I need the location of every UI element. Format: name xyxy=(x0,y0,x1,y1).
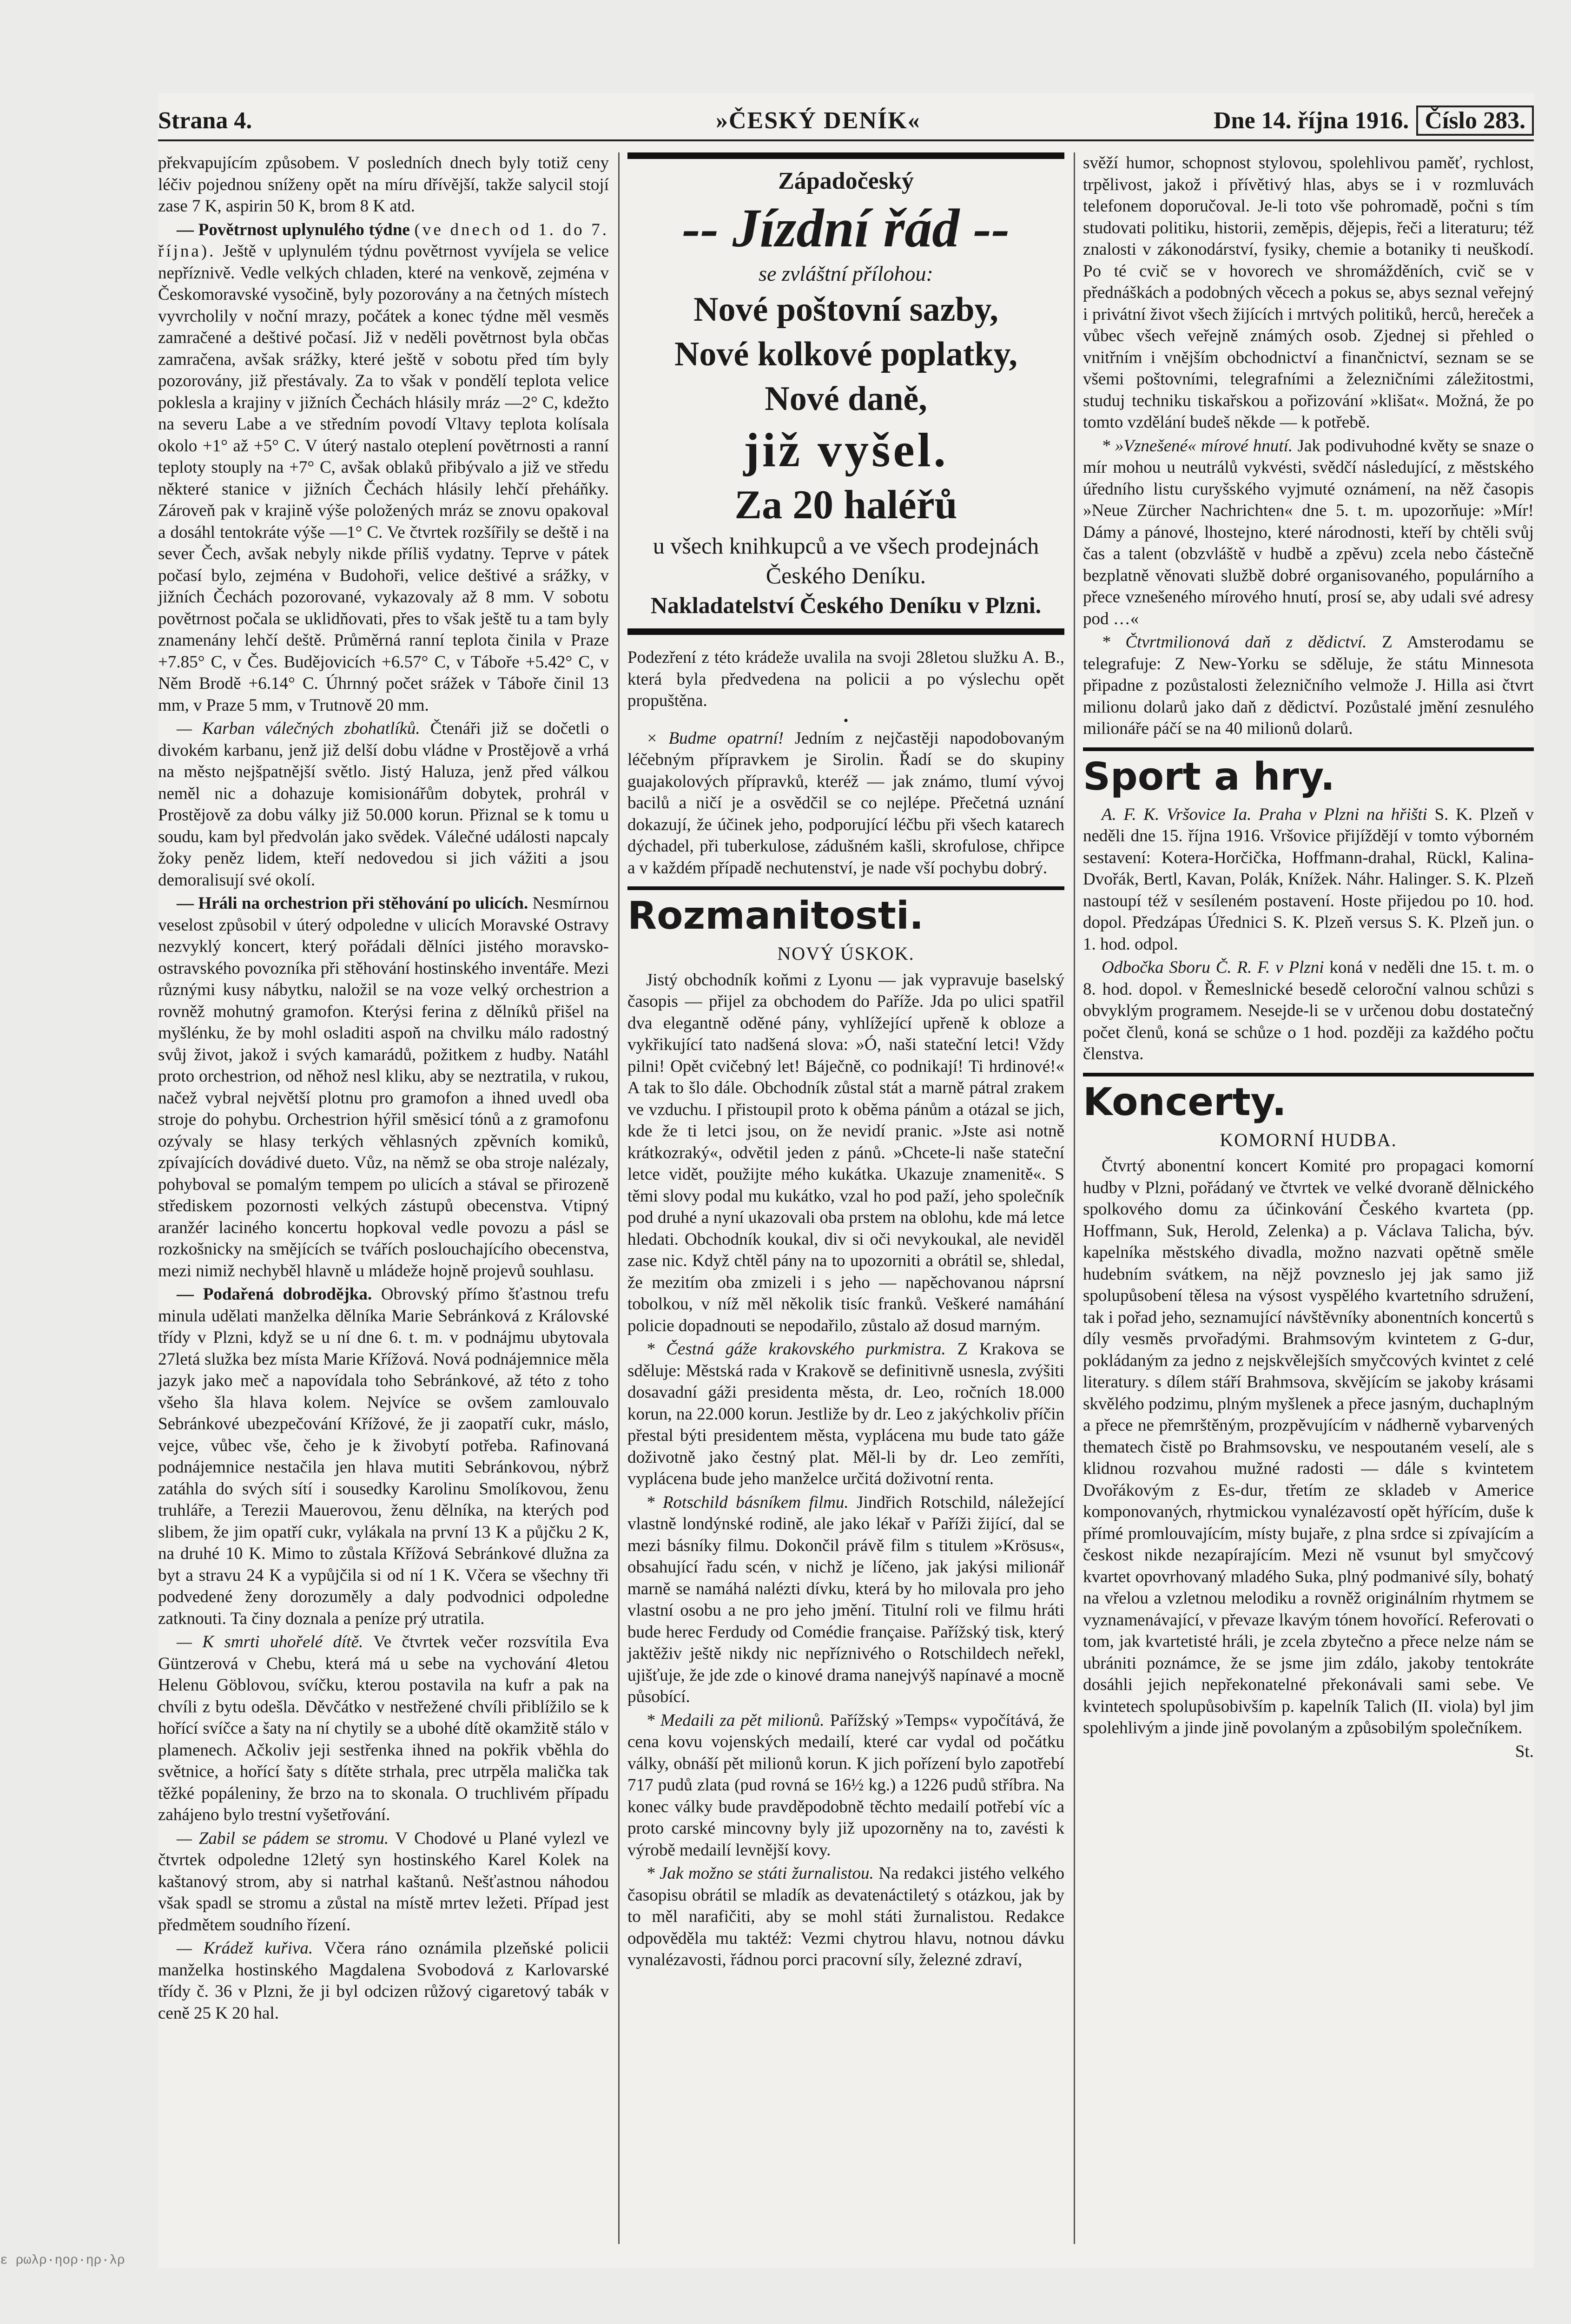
article-heading: * »Vznešené« mírové hnutí. xyxy=(1102,436,1293,456)
article-body: Na redakci jistého velkého časopisu obrátil se mladík as devatenáctiletý s otázkou, jak by to měl narafičiti, aby se mohl státi žurnalistou. Redakce odpověděla mu taktéž: Vezmi chytrou hlavu, notnou dávku vynalézavosti, řádnou porci pracovní síly, železné zdraví, xyxy=(627,1864,1065,1969)
ad-line: již vyšel. xyxy=(743,423,949,477)
article-body: Jak podivuhodné květy se snaze o mír mohou u neutrálů vykvésti, svědčí následující, z městského úředního listu curyšského vyjmuté oznámení, na něž časopis »Neue Zürcher Nachrichten« dne 5. t. m. upozorňuje: »Mír! Dámy a pánové, lhostejno, které národnosti, kteří by chtěli svůj čas a talent (obzvláště v hudbě a zpěvu) zcela nebo částečně bezplatně věnovati službě dobré organisovaného, populárního a přece vznešeného mírového hnutí, prosí se, aby udali své adresy pod …« xyxy=(1083,436,1534,628)
article-body: Včera ráno oznámila plzeňské policii manželka hostinského Magdalena Svobodová z Karlovarské třídy č. 36 v Plzni, že ji byl odcizen růžový cigaretový tabák v ceně 25 K 20 hal. xyxy=(158,1939,609,2023)
article-dobrodejka xyxy=(158,1284,609,1630)
article-rotschild xyxy=(627,1492,1064,1708)
ad-line: Nové kolkové poplatky, xyxy=(674,335,1018,373)
ad-line: Nové poštovní sazby, xyxy=(693,290,998,329)
article-heading: Odbočka Sboru Č. R. F. v Plzni xyxy=(1102,958,1324,977)
article-football xyxy=(1083,804,1534,956)
separator-dot: • xyxy=(843,713,849,728)
article-body: Ještě v uplynulém týdnu povětrnost vyvíjela se velice nepříznivě. Vedle velkých chladen, které na venkově, zejména v Českomoravské vysočině, byly pozorovány a na četných místech vyvrcholily v noční mrazy, počátek a konec týdne měl vesměs zamračené a deštivé počasí. Již v neděli povětrnost byla občas zamračena, avšak srážky, které ještě v sobotu před tím byly pozorovány, již přestávaly. Za to však v pondělí teplota velice poklesla a krajiny v jižních Čechách hlásily mráz —2° C, kdežto na severu Labe a ve středním povodí Vltavy teplota kolísala okolo +1° až +5° C. V úterý nastalo oteplení povětrnosti a ranní teploty stouply na +7° C, avšak oblaků přibývalo a již ve středu některé stanice v jižních Čechách hlásily lehčí přeháňky. Zároveň pak v krajině výše položených mráz se znovu opakoval a dosáhl tentokráte výše —1° C. Ve čtvrtek rozšířily se deště i na sever Čech, avšak nebyly nikde příliš vydatny. Teprve v pátek počasí bylo, zejména v Budohoři, velice deštivé a srážky, v jižních Čechách pozorované, vykazovaly až 8 mm. V sobotu povětrnost počala se uklidňovati, přes to však ještě tu a tam byly znamenány lehčí deště. Průměrná ranní teplota činila v Praze +7.85° C, v Čes. Budějovicích +6.57° C, v Táboře +5.42° C, v Něm Brodě +6.14° C. Úhrnný počet srážek v Táboře činil 13 mm, v Praze 5 mm, v Trutnově 20 mm. xyxy=(158,242,609,715)
article-heading: A. F. K. Vršovice Ia. Praha v Plzni na hřišti xyxy=(1102,805,1427,824)
article-text: překvapujícím způsobem. V posledních dnech byly totiž ceny léčiv pojednou sníženy opět na míru dřívější, takže salycil stojí zase 7 K, aspirin 50 K, brom 8 K atd. xyxy=(158,153,609,216)
ad-line: Nové daně, xyxy=(765,380,927,418)
article-body: koná v neděli dne 15. t. m. o 8. hod. dopol. v Řemeslnické besedě celoroční valnou schůzi s obvyklým programem. Nesejde-li se v určenou dobu dostatečný počet členů, koná se schůze o 1 hod. později za každého počtu členstva. xyxy=(1083,958,1534,1063)
article-body: Obrovský přímo šťastnou trefu minula udělati manželka dělníka Marie Sebránková z Královské třídy v Plzni, když se u ní dne 6. t. m. v podnájmu ubytovala 27letá služka bez místa Marie Křížová. Nová podnájemnice měla jazyk jako meč a napovídala toho Sebránkové, až této z toho všeho šla hlava kolem. Nejvíce se ovšem zamlouvalo Sebránkové ubezpečování Křížové, že ji zaopatří cukr, máslo, vejce, vůbec vše, čeho je k živobytí potřeba. Rafinovaná podnájemnice nestačila jen hlava mutiti Sebránkovou, nýbrž zatáhla do svých sítí i sousedky Karolinu Smolíkovou, ženu truhláře, a Terezii Mauerovou, ženu dělníka, na kterých pod slibem, že jim opatří cukr, vylákala na první 13 K a půjčku 2 K, na druhé 10 K. Mimo to zůstala Křížová Sebránkové dlužna za byt a stravu 24 K a vypůjčila si od ní 1 K. Včera se všechny tři podvedené ženy dorozuměly a daly podvodnici odpoledne zatknouti. Ta činy doznala a peníze prý utratila. xyxy=(158,1285,609,1628)
issue-number: Číslo 283. xyxy=(1416,106,1534,136)
article-medaile xyxy=(627,1710,1064,1862)
scan-margin-marks: ε ρωλρ·ηορ·ηρ·λρ xyxy=(0,2253,125,2268)
masthead-title: »ČESKÝ DENÍK« xyxy=(716,107,921,134)
article-uhorele-dite xyxy=(158,1631,609,1826)
article-weather xyxy=(158,219,609,717)
article-mirove-hnuti xyxy=(1083,436,1534,630)
article-body: Z Amsterodamu se telegrafuje: Z New-Yorku se sděluje, že státu Minnesota připadne z pozůstalosti železničního velmože J. Hilla asi čtvrt milionu dolarů jako daň z dědictví. Pozůstalé jmění zesnulého milionáře páčí se na 40 milionů dolarů. xyxy=(1083,633,1534,738)
article-orchestrion xyxy=(158,893,609,1282)
article-karban xyxy=(158,718,609,891)
article-body: Pařížský »Temps« vypočítává, že cena kovu vojenských medailí, které car vydal od počátku války, obnáší pět milionů korun. K jich pořízení bylo zapotřebí 717 pudů zlata (pud rovná se 16½ kg.) a 1226 pudů stříbra. Na konec války bude pravděpodobně těchto medailí potřebí víc a proto carské mincovny byly již upozorněny na to, zavésti k výrobě medailí levnější kovy. xyxy=(627,1710,1065,1860)
article-text: Podezření z této krádeže uvalila na svoji 28letou služku A. B., která byla předvedena na policii a po výslechu opět propuštěna. xyxy=(627,648,1064,710)
ad-line: u všech knihkupců a ve všech prodejnách Českého Deníku. xyxy=(653,533,1039,588)
ad-line: se zvláštní přílohou: xyxy=(759,262,933,285)
section-heading-rozmanitosti: Rozmanitosti. xyxy=(627,886,1064,940)
page-header xyxy=(158,107,1534,141)
ad-line: Západočeský xyxy=(778,168,914,194)
timetable-advertisement xyxy=(627,152,1064,635)
section-heading-koncerty: Koncerty. xyxy=(1083,1073,1534,1127)
article-title: NOVÝ ÚSKOK. xyxy=(777,943,915,964)
article-heading: × Budme opatrní! xyxy=(646,728,784,748)
article-heading: * Jak možno se státi žurnalistou. xyxy=(646,1864,874,1883)
ad-price: Za 20 haléřů xyxy=(734,482,957,528)
ad-publisher: Nakladatelství Českého Deníku v Plzni. xyxy=(650,592,1042,618)
article-heading: — Povětrnost uplynulého týdne xyxy=(177,220,410,239)
article-text: svěží humor, schopnost stylovou, spolehlivou paměť, rychlost, trpělivost, jakož i přívětivý hlas, abys se i v rozmluvách telefonem doporučoval. Je-li toto vše pohromadě, počni s tím studovati politiku, historii, zeměpis, dějepis, řeči a literaturu; též znalosti v zákonodárství, fysiky, chemie a botaniky ti neuškodí. Po té cvič se v hovorech ve shromážděních, cvič se v přednáškách a podobných věcech a pokus se, abys seznal veřejný i privátní život všech žijících i mrtvých politiků, herců, hereček a vůbec všech veřejně známých osob. Zjednej si přehled o vnitřním i vnějším obchodnictví a finančnictví, seznam se se všemi poštovními, telegrafními a železničními záležitostmi, studuj techniku tiskařskou a pořizování »klišat«. Možná, že po tomto vzdělání budeš někde — k potřebě. xyxy=(1083,153,1534,432)
article-body: Nesmírnou veselost způsobil v úterý odpoledne v ulicích Moravské Ostravy nezvyklý koncert, který pořádali dělníci jistého moravsko-ostravského povozníka při stěhování hostinského inventáře. Mezi různými kusy nábytku, naložil se na voze velký orchestrion a rovněž mohutný gramofon. Kterýsi ferina z dělníků přišel na myšlénku, že by mohl osladiti aspoň na chvilku málo radostný svůj život, jakož i svých kamarádů, požitkem z hudby. Natáhl proto orchestrion, od něhož nesl kliku, aby se neztratila, v rukou, načež vybral největší plotnu pro gramofon a ihned uvedl oba stroje do pohybu. Orchestrion hýřil směsicí tónů a z gramofonu ozývaly se hlasy terkých věhlasných zpěvních komiků, zpívajících dovádivé dueto. Vůz, na němž se oba stroje nalézaly, pohyboval se pomalým tempem po ulicích a stával se přirozeně střediskem pozornosti velkých zástupů obecenstva. Vtipný aranžér laciného koncertu hopkoval vedle povozu a pásl se rozkošnicky na smějících se tvářích poslouchajícího obecenstva, mezi nimiž nechyběl hlavně u mládeže hojně projevů souhlasu. xyxy=(158,894,609,1281)
newspaper-page xyxy=(158,93,1534,2268)
article-heading: * Rotschild básníkem filmu. xyxy=(646,1492,849,1512)
article-heading: — Zabil se pádem se stromu. xyxy=(177,1829,389,1848)
article-heading: * Čtvrtmilionová daň z dědictví. xyxy=(1102,633,1367,652)
article-heading: — Podařená dobrodějka. xyxy=(177,1285,372,1304)
article-krakov xyxy=(627,1339,1064,1490)
section-heading-sport: Sport a hry. xyxy=(1083,747,1534,801)
article-body: Jedním z nejčastěji napodobovaným léčebným přípravkem je Sirolin. Řadí se do skupiny guajakolových přípravků, kteréž — jak známo, tlumí vývoj bacilů a ničí je a osvědčil se co nejlépe. Přečetná uznání dokazují, že účinek jeho, podporující léčbu při všech katarech dýchadel, při tuberkulose, zádušném kašli, skrofulose, chřipce a v každém případě nechutenství, je nade vší pochybu dobrý. xyxy=(627,728,1065,878)
date-text: Dne 14. října 1916. xyxy=(1213,107,1409,134)
article-body: Jindřich Rotschild, náležející vlastně londýnské rodině, ale jako lékař v Paříži žijící, dal se mezi básníky filmu. Dokončil právě film s titulem »Krösus«, obsahující řadu scén, v nichž je líčeno, jak jakýsi milionář marně se namáhá nalézti dívku, která by ho milovala pro jeho vlastní osobu a ne pro jeho jmění. Titulní roli ve filmu hráti bude herec Ferdudy od Comédie française. Pařížský tisk, který jaktěživ ještě nikdy nic nepříznivého o Rotschildech neřekl, ujišťuje, že jde zde o kinové drama nanejvýš napínavé a mocně působící. xyxy=(627,1492,1064,1706)
article-dates: (ve dnech od 1. do 7. října). xyxy=(158,220,609,261)
article-pad-se-stromu xyxy=(158,1828,609,1936)
article-body: V Chodové u Plané vylezl ve čtvrtek odpoledne 12letý syn hostinského Karel Kolek na kaštanový strom, aby si natrhal kaštanů. Nešťastnou náhodou však spadl se stromu a zůstal na místě mrtev ležeti. Případ jest předmětem soudního řízení. xyxy=(158,1829,609,1934)
article-body: Čtenáři již se dočetli o divokém karbanu, jenž již delší dobu vládne v Prostějově a vrhá na město nejšpatnější světlo. Jistý Haluza, jenž před válkou neměl nic a dohazuje komisionářům dobytek, prohrál v Prostějově za dobu války již 50.000 korun. Přiznal se k tomu u soudu, kam byl předvolán jako svědek. Válečné události napcaly žoky peněz lidem, kteří nedovedou si jich vážiti a jsou demoralisují své okolí. xyxy=(158,719,609,890)
column-divider xyxy=(1074,152,1075,2244)
column-divider xyxy=(618,152,620,2244)
article-sirolin xyxy=(627,728,1064,879)
article-heading: — Krádež kuřiva. xyxy=(177,1939,313,1958)
article-heading: — K smrti uhořelé dítě. xyxy=(177,1632,363,1651)
column-1 xyxy=(158,152,609,2026)
article-heading: * Medaili za pět milionů. xyxy=(646,1710,825,1730)
article-heading: — Karban válečných zbohatlíků. xyxy=(177,719,420,738)
article-body: Z Krakova se sděluje: Městská rada v Krakově se definitivně usnesla, zvýšiti dosavadní gáži presidenta města, dr. Leo, ročních 18.000 korun, na 22.000 korun. Jestliže by dr. Leo z jakýchkoliv příčin přestal býti presidentem města, vyplácena mu bude tato gáže doživotně jako čestný plat. Měl-li by dr. Leo zemříti, vyplácena bude jeho manželce určitá doživotní renta. xyxy=(627,1340,1064,1488)
article-heading: * Čestná gáže krakovského purkmistra. xyxy=(646,1340,946,1359)
article-kradez-kuriva xyxy=(158,1938,609,2024)
column-3 xyxy=(1083,152,1534,1763)
column-2 xyxy=(627,152,1064,1973)
ad-title: -- Jízdní řád -- xyxy=(682,198,1010,258)
article-body: Jistý obchodník koňmi z Lyonu — jak vypravuje baselský časopis — přijel za obchodem do Paříže. Jda po ulici spatřil dva elegantně oděné pány, vyhlížející upřeně k obloze a vykřikující tato nadšená slova: »Ó, naši stateční letci! Vždy pilni! Opět cvičebný let! Báječně, co podnikají! Ti hrdinové!« A tak to šlo dále. Obchodník zůstal stát a marně pátral zrakem ve vzduchu. I přistoupil proto k oběma pánům a otázal se jich, kde že ti letci jsou, on že nevidí pranic. »Jste asi notně krátkozraký«, odvětil jeden z pánů. »Chcete-li naše stateční letce vidět, použijte mého kukátka. Ukazuje znamenitě«. S těmi slovy podal mu kukátko, vzal ho pod paží, jeho společník pod druhé a nyní ukazovali oba prstem na oblohu, kde má letce hledati. Obchodník koukal, div si oči nevykoukal, ale neviděl zase nic. Když chtěl pány na to upozorniti a obrátil se, shledal, že mezitím oba zmizeli i s jeho — napěchovanou náprsní tobolkou, v níž měl několik tisíc franků. Veškeré namáhání policie dopadnouti se nepodařilo, zůstalo až dosud marným. xyxy=(627,970,1064,1335)
article-body: Čtvrtý abonentní koncert Komité pro propagaci komorní hudby v Plzni, pořádaný ve čtvrtek ve velké dvoraně dělnického spolkového domu za účinkování Českého kvarteta (pp. Hoffmann, Suk, Herold, Zelenka) a p. Václava Talicha, býv. kapelníka městského divadla, možno nazvati opětně směle hudebním svátkem, na nějž povzneslo jej jak samo již spolupůsobení tělesa na výsost vyspělého kvartetního sdružení, tak i pořad jeho, seznamující návštěvníky abonentních koncertů s díly vesměs prvořadými. Brahmsovým kvintetem z G-dur, pokládaným za jedno z nejskvělejších smyčcových kvintet z celé literatury. s dílem stáří Brahmsova, skvějícím se jakoby krásami skvělého podzimu, plným myšlenek a přece jasným, duchaplným a přece ne přemrštěným, prozpěvujícím v nádherně vybarvených thematech čistě po Brahmsovsku, ve nespoutaném veselí, ale s klidnou rozvahou mužné radosti — dále s kvintetem Dvořákovým z Es-dur, třetím ze skladeb v Americe komponovaných, rhytmickou vynalézavostí opět hýřícím, duše k přímé promlouvajícím, místy bujaře, z plna srdce si zpívajícím a českost nikde nezapírajícím. Mezi ně vsunut byl smyčcový kvartet opovrhovaný mladého Suka, plný podmanivé síly, bohatý na vřelou a vzletnou melodiku a rovněž originálním rhytmem se vyznamenávající, v převaze lkavým tónem hovořící. Referovati o tom, jak kvartetisté hráli, je zcela zbytečno a přece nelze nám se ubrániti poznámce, že se jsme jim zdálo, jakoby tentokráte dosáhli jejich nepřekonatelné překonávali sami sebe. Ve kvintetech spolupůsobivším p. kapelník Talich (II. viola) byl jim spolehlivým a jinde jině povolaným a způsobilým společníkem. xyxy=(1083,1156,1534,1737)
page-number: Strana 4. xyxy=(158,107,252,134)
article-title: KOMORNÍ HUDBA. xyxy=(1220,1129,1397,1150)
article-heading: — Hráli na orchestrion při stěhování po ulicích. xyxy=(177,894,528,913)
issue-date xyxy=(1214,107,1534,134)
article-zurnalista xyxy=(627,1863,1064,1971)
article-dan-z-dedictvi xyxy=(1083,632,1534,740)
article-body: Ve čtvrtek večer rozsvítila Eva Güntzerová v Chebu, která má u sebe na vychování 4letou Helenu Göblovou, svíčku, kterou postavila na kufr a pak na chvíli z bytu odešla. Děvčátko v nestřežené chvíli přiblížilo se k hořící svíčce a šaty na ní chytily se a ubohé dítě okamžitě stálo v plamenech. Ačkoliv jeji sestřenka ihned na pokřik vběhla do světnice, a hořící šaty s dítěte strhala, prec utrpěla malička tak těžké popáleniny, že brzo na to skonala. O truchlivém případu zahájeno bylo trestní vyšetřování. xyxy=(158,1632,609,1824)
article-signature: St. xyxy=(1515,1742,1534,1761)
article-body: S. K. Plzeň v neděli dne 15. října 1916. Vršovice přijíždějí v tomto výborném sestavení: Kotera-Horčička, Hoffmann-drahal, Rückl, Kalina-Dvořák, Bertl, Kavan, Polák, Knížek. Náhr. Halinger. S. K. Plzeň nastoupí též v sesíleném postavení. Hoste přijedou po 10. hod. dopol. Předzápas Úřednici S. K. Plzeň versus S. K. Plzeň jun. o 1. hod. odpol. xyxy=(1083,805,1534,954)
article-odbocka xyxy=(1083,957,1534,1065)
